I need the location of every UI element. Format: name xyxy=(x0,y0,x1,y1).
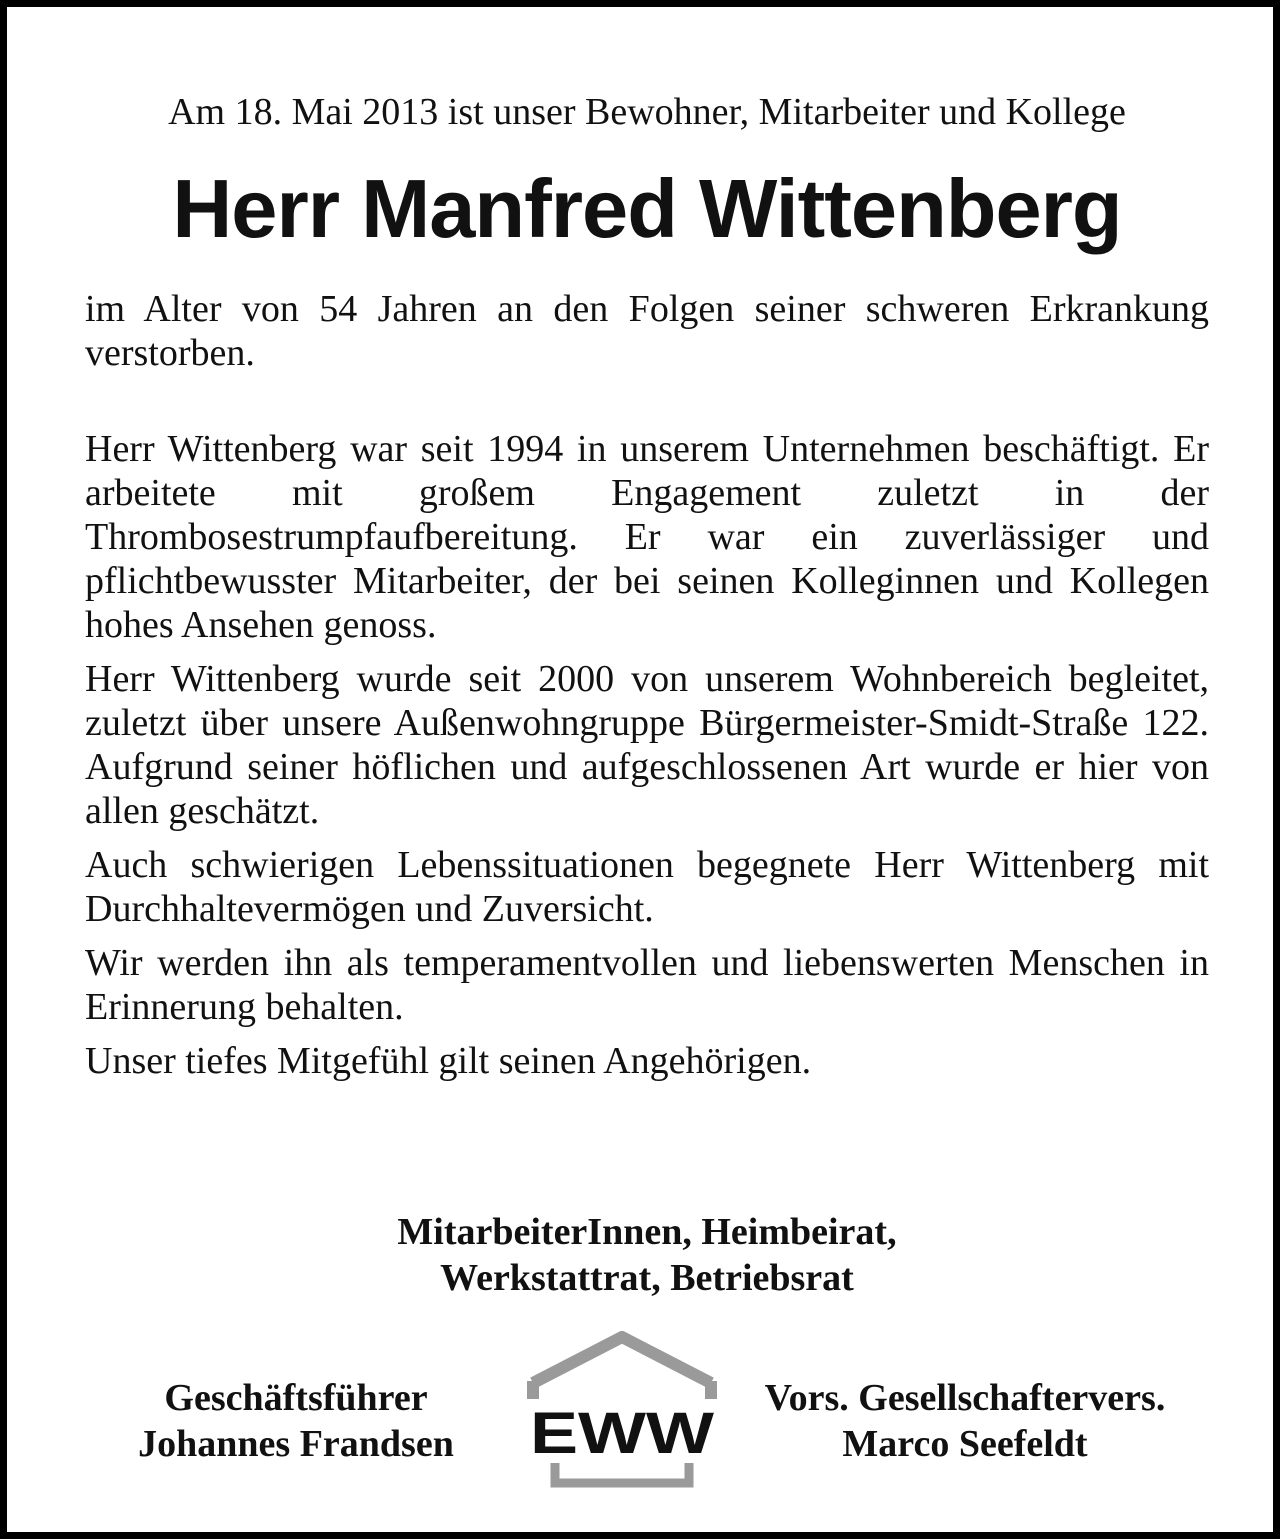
signers-line-2: Werkstattrat, Betriebsrat xyxy=(440,1257,854,1299)
paragraph-employment: Herr Wittenberg war seit 1994 in unserem Unternehmen beschäftigt. Er arbeitete mit großem Engagement zuletzt in der Thrombosestrumpfaufbereitung. Er war ein zuverlässiger und pflichtbewusster Mitarbeiter, der bei seinen Kolleginnen und Kollegen hohes Ansehen genoss. xyxy=(85,428,1209,646)
paragraph-residence: Herr Wittenberg wurde seit 2000 von unserem Wohnbereich begleitet, zuletzt über unsere Außenwohngruppe Bürgermeister-Smidt-Straße 122. Aufgrund seiner höflichen und aufgeschlossenen Art wurde er hier von allen geschätzt. xyxy=(85,658,1209,832)
signature-right-role: Vors. Gesellschaftervers. xyxy=(764,1377,1166,1419)
deceased-name: Herr Manfred Wittenberg xyxy=(172,162,1122,255)
signature-left-name: Johannes Frandsen xyxy=(138,1423,454,1465)
paragraph-age: im Alter von 54 Jahren an den Folgen seiner schweren Erkrankung verstorben. xyxy=(85,288,1209,374)
logo-text: EWW xyxy=(530,1401,715,1466)
paragraph-perseverance: Auch schwierigen Lebenssituationen begegnete Herr Wittenberg mit Durchhaltevermögen und Zuversicht. xyxy=(85,844,1209,930)
logo-base xyxy=(555,1463,689,1483)
signers-line-1: MitarbeiterInnen, Heimbeirat, xyxy=(397,1211,897,1253)
signature-shareholders-chair xyxy=(725,1375,1205,1467)
paragraph-remembrance: Wir werden ihn als temperamentvollen und liebenswerten Menschen in Erinnerung behalten. xyxy=(85,942,1209,1028)
signers-block xyxy=(85,1209,1209,1301)
signature-right-name: Marco Seefeldt xyxy=(842,1423,1088,1465)
eww-logo xyxy=(519,1331,725,1491)
signature-left-role: Geschäftsführer xyxy=(164,1377,428,1419)
signature-managing-director xyxy=(103,1375,489,1467)
notice-body xyxy=(85,89,1209,1083)
intro-line: Am 18. Mai 2013 ist unser Bewohner, Mitarbeiter und Kollege xyxy=(168,91,1126,133)
paragraph-condolence: Unser tiefes Mitgefühl gilt seinen Angehörigen. xyxy=(85,1040,812,1082)
logo-roof xyxy=(533,1337,711,1383)
